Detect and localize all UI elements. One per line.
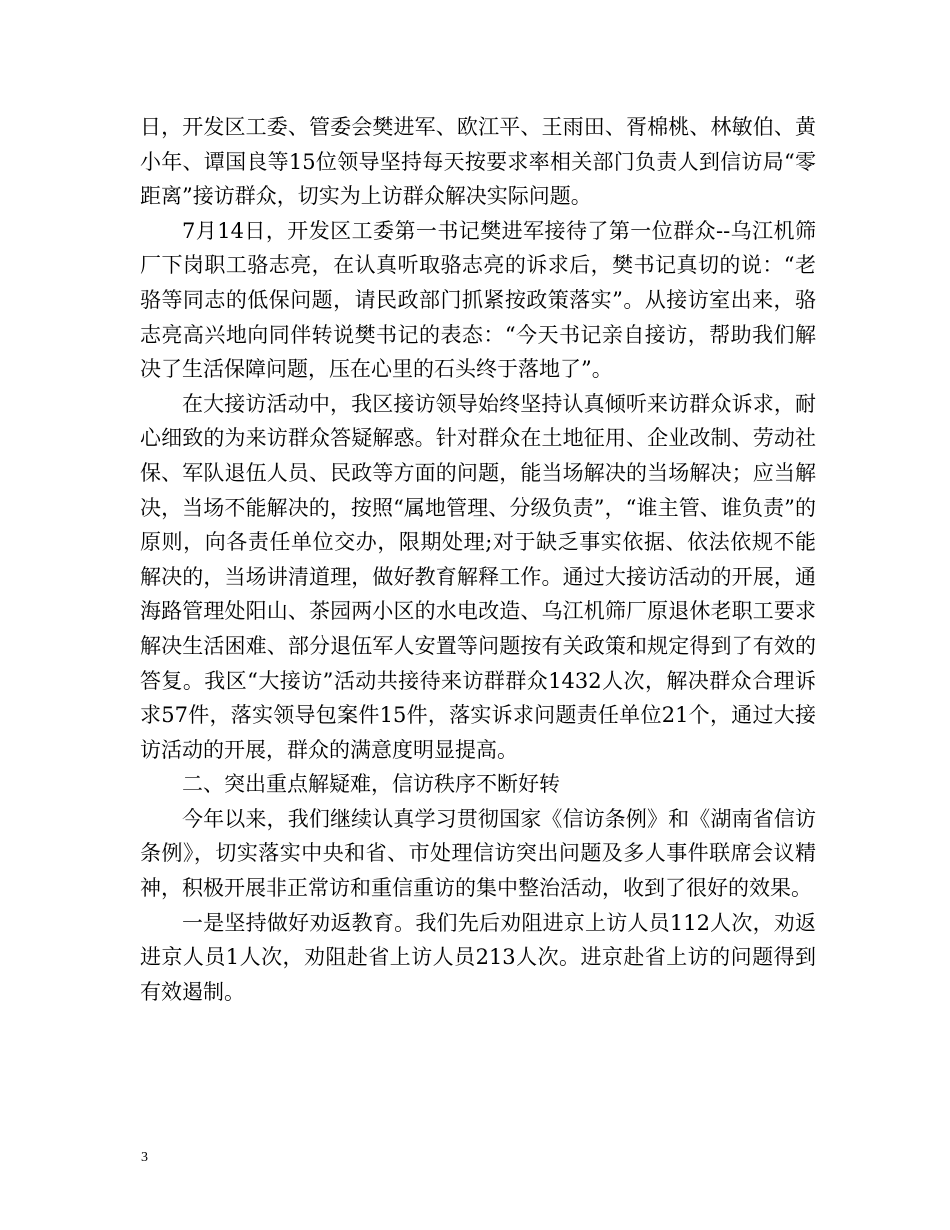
paragraph-5: 今年以来，我们继续认真学习贯彻国家《信访条例》和《湖南省信访条例》，切实落实中央和省、市处理信访突出问题及多人事件联席会议精神，积极开展非正常访和重信重访的集中整治活动，收到了很好的效果。: [140, 806, 816, 901]
page-number: 3: [141, 1150, 148, 1165]
document-body: [140, 110, 816, 1009]
paragraph-1: 日，开发区工委、管委会樊进军、欧江平、王雨田、胥棉桃、林敏伯、黄小年、谭国良等15位领导坚持每天按要求率相关部门负责人到信访局“零距离”接访群众，切实为上访群众解决实际问题。: [140, 115, 816, 209]
paragraph-2: 7月14日，开发区工委第一书记樊进军接待了第一位群众--乌江机筛厂下岗职工骆志亮，在认真听取骆志亮的诉求后，樊书记真切的说：“老骆等同志的低保问题，请民政部门抓紧按政策落实”。从接访室出来，骆志亮高兴地向同伴转说樊书记的表态：“今天书记亲自接访，帮助我们解决了生活保障问题，压在心里的石头终于落地了”。: [140, 218, 816, 382]
section-heading: 二、突出重点解疑难，信访秩序不断好转: [182, 772, 560, 797]
paragraph-6: 一是坚持做好劝返教育。我们先后劝阻进京上访人员112人次，劝返进京人员1人次，劝阻赴省上访人员213人次。进京赴省上访的问题得到有效遏制。: [140, 910, 816, 1004]
paragraph-3: 在大接访活动中，我区接访领导始终坚持认真倾听来访群众诉求，耐心细致的为来访群众答疑解惑。针对群众在土地征用、企业改制、劳动社保、军队退伍人员、民政等方面的问题，能当场解决的当场解决；应当解决，当场不能解决的，按照“属地管理、分级负责”，“谁主管、谁负责”的原则，向各责任单位交办，限期处理;对于缺乏事实依据、依法依规不能解决的，当场讲清道理，做好教育解释工作。通过大接访活动的开展，通海路管理处阳山、茶园两小区的水电改造、乌江机筛厂原退休老职工要求解决生活困难、部分退伍军人安置等问题按有关政策和规定得到了有效的答复。我区“大接访”活动共接待来访群群众1432人次，解决群众合理诉求57件，落实领导包案件15件，落实诉求问题责任单位21个，通过大接访活动的开展，群众的满意度明显提高。: [140, 391, 816, 762]
